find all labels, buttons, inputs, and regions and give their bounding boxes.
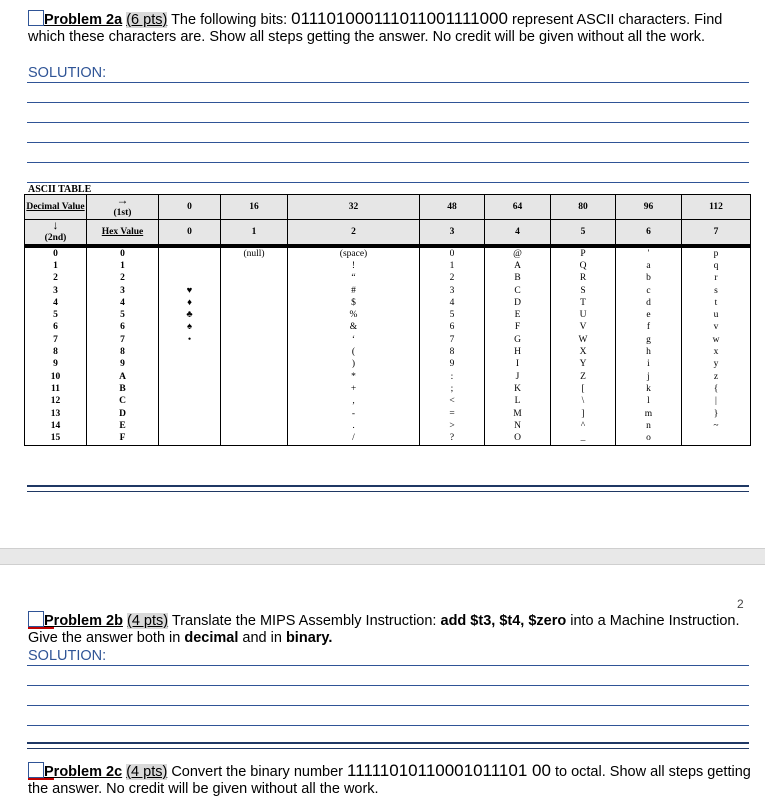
char-cell: + <box>288 383 420 395</box>
decimal-value-header: Decimal Value <box>25 195 87 220</box>
char-cell <box>159 246 221 260</box>
char-cell: 7 <box>420 334 485 346</box>
char-cell: W <box>551 334 616 346</box>
char-cell: U <box>551 309 616 321</box>
dec-col-header: 32 <box>288 195 420 220</box>
char-cell: J <box>485 371 551 383</box>
char-cell: i <box>616 359 682 371</box>
decimal-cell: 1 <box>25 260 87 272</box>
char-cell <box>682 432 751 445</box>
char-cell: { <box>682 383 751 395</box>
char-cell <box>221 371 288 383</box>
char-cell: O <box>485 432 551 445</box>
hex-cell: 1 <box>87 260 159 272</box>
char-cell <box>221 346 288 358</box>
hex-col-header: 2 <box>288 220 420 247</box>
char-cell: \ <box>551 396 616 408</box>
char-cell: e <box>616 309 682 321</box>
char-cell: h <box>616 346 682 358</box>
hex-cell: 8 <box>87 346 159 358</box>
char-cell: w <box>682 334 751 346</box>
char-cell: % <box>288 309 420 321</box>
first-digit-header: → (1st) <box>87 195 159 220</box>
char-cell: $ <box>288 297 420 309</box>
char-cell: 1 <box>420 260 485 272</box>
answer-line <box>27 725 749 726</box>
decimal-cell: 13 <box>25 408 87 420</box>
char-cell: d <box>616 297 682 309</box>
hex-cell: B <box>87 383 159 395</box>
char-cell: u <box>682 309 751 321</box>
char-cell: - <box>288 408 420 420</box>
char-cell: ♠ <box>159 322 221 334</box>
char-cell: n <box>616 420 682 432</box>
char-cell: P <box>551 246 616 260</box>
char-cell: 2 <box>420 273 485 285</box>
problem-2c-text-before: Convert the binary number <box>167 764 348 780</box>
char-cell: _ <box>551 432 616 445</box>
char-cell: < <box>420 396 485 408</box>
char-cell: f <box>616 322 682 334</box>
char-cell <box>221 334 288 346</box>
hex-col-header: 3 <box>420 220 485 247</box>
char-cell: ] <box>551 408 616 420</box>
char-cell: v <box>682 322 751 334</box>
dec-col-header: 48 <box>420 195 485 220</box>
char-cell: ? <box>420 432 485 445</box>
char-cell: N <box>485 420 551 432</box>
char-cell: q <box>682 260 751 272</box>
char-cell: a <box>616 260 682 272</box>
ascii-row <box>25 383 751 395</box>
char-cell <box>221 408 288 420</box>
decimal-cell: 6 <box>25 322 87 334</box>
problem-checkbox[interactable] <box>28 611 44 627</box>
char-cell: s <box>682 285 751 297</box>
decimal-cell: 9 <box>25 359 87 371</box>
char-cell: : <box>420 371 485 383</box>
hex-cell: D <box>87 408 159 420</box>
hex-cell: 3 <box>87 285 159 297</box>
char-cell: g <box>616 334 682 346</box>
ascii-row <box>25 432 751 445</box>
char-cell: • <box>159 334 221 346</box>
hex-col-header: 6 <box>616 220 682 247</box>
decimal-cell: 7 <box>25 334 87 346</box>
char-cell: ' <box>616 246 682 260</box>
char-cell: b <box>616 273 682 285</box>
char-cell <box>159 359 221 371</box>
problem-2c-text-after: to octal. Show all steps getting the answer. No credit will be given without all the work. <box>28 764 751 797</box>
char-cell: H <box>485 346 551 358</box>
char-cell: (space) <box>288 246 420 260</box>
char-cell: D <box>485 297 551 309</box>
hex-cell: C <box>87 396 159 408</box>
problem-2a-solution-label: SOLUTION: <box>28 65 107 81</box>
char-cell: } <box>682 408 751 420</box>
problem-2c-number: 11111010110001011101 00 <box>347 761 551 780</box>
char-cell <box>221 297 288 309</box>
problem-2b-title: Problem 2b <box>44 613 123 629</box>
dec-col-header: 64 <box>485 195 551 220</box>
hex-cell: 2 <box>87 273 159 285</box>
char-cell: t <box>682 297 751 309</box>
char-cell <box>221 260 288 272</box>
char-cell: * <box>288 371 420 383</box>
ascii-row <box>25 260 751 272</box>
problem-2c-statement <box>28 762 753 798</box>
problem-2b-and: and in <box>238 630 286 646</box>
answer-line <box>27 142 749 143</box>
char-cell: X <box>551 346 616 358</box>
char-cell <box>159 346 221 358</box>
char-cell <box>159 432 221 445</box>
char-cell: T <box>551 297 616 309</box>
char-cell <box>221 383 288 395</box>
answer-line <box>27 82 749 83</box>
char-cell: [ <box>551 383 616 395</box>
ascii-row <box>25 309 751 321</box>
char-cell: 8 <box>420 346 485 358</box>
char-cell: V <box>551 322 616 334</box>
char-cell: ^ <box>551 420 616 432</box>
ascii-row <box>25 322 751 334</box>
char-cell: # <box>288 285 420 297</box>
decimal-cell: 14 <box>25 420 87 432</box>
decimal-cell: 11 <box>25 383 87 395</box>
problem-2b-statement <box>28 611 753 647</box>
hex-cell: 9 <box>87 359 159 371</box>
char-cell <box>159 396 221 408</box>
dec-col-header: 112 <box>682 195 751 220</box>
char-cell: (null) <box>221 246 288 260</box>
char-cell: p <box>682 246 751 260</box>
char-cell: | <box>682 396 751 408</box>
char-cell: ) <box>288 359 420 371</box>
answer-line <box>27 102 749 103</box>
char-cell: G <box>485 334 551 346</box>
char-cell: L <box>485 396 551 408</box>
char-cell: ♥ <box>159 285 221 297</box>
char-cell: , <box>288 396 420 408</box>
char-cell: K <box>485 383 551 395</box>
char-cell: ‘ <box>288 334 420 346</box>
char-cell: B <box>485 273 551 285</box>
char-cell: Y <box>551 359 616 371</box>
char-cell: @ <box>485 246 551 260</box>
decimal-cell: 12 <box>25 396 87 408</box>
char-cell: “ <box>288 273 420 285</box>
char-cell: ( <box>288 346 420 358</box>
hex-col-header: 0 <box>159 220 221 247</box>
problem-2b-solution-label: SOLUTION: <box>28 648 107 664</box>
ascii-row <box>25 371 751 383</box>
char-cell <box>221 273 288 285</box>
char-cell: r <box>682 273 751 285</box>
problem-2a-text-after: represent ASCII characters. Find which these characters are. Show all steps getting the answer. No credit will be given without all the work. <box>28 12 723 45</box>
char-cell: z <box>682 371 751 383</box>
arrow-down-icon: ↓ <box>52 219 59 232</box>
char-cell: 3 <box>420 285 485 297</box>
dec-col-header: 0 <box>159 195 221 220</box>
problem-2c-title: Problem 2c <box>44 764 123 780</box>
ascii-row <box>25 334 751 346</box>
decimal-cell: 15 <box>25 432 87 445</box>
ascii-row <box>25 346 751 358</box>
problem-2a-title: Problem 2a <box>44 12 123 28</box>
char-cell <box>221 322 288 334</box>
char-cell <box>221 432 288 445</box>
char-cell <box>159 273 221 285</box>
char-cell <box>221 359 288 371</box>
char-cell: . <box>288 420 420 432</box>
char-cell: F <box>485 322 551 334</box>
answer-line <box>27 665 749 666</box>
problem-2b-text-before: Translate the MIPS Assembly Instruction: <box>168 613 441 629</box>
char-cell: 9 <box>420 359 485 371</box>
answer-line <box>27 182 749 183</box>
char-cell: ; <box>420 383 485 395</box>
decimal-cell: 3 <box>25 285 87 297</box>
char-cell: 6 <box>420 322 485 334</box>
char-cell: 0 <box>420 246 485 260</box>
hex-cell: 7 <box>87 334 159 346</box>
dec-col-header: 80 <box>551 195 616 220</box>
decimal-cell: 8 <box>25 346 87 358</box>
char-cell: o <box>616 432 682 445</box>
ascii-row <box>25 359 751 371</box>
char-cell: M <box>485 408 551 420</box>
char-cell: ♣ <box>159 309 221 321</box>
ascii-header-row-2 <box>25 220 751 247</box>
char-cell: / <box>288 432 420 445</box>
char-cell: ♦ <box>159 297 221 309</box>
char-cell <box>159 371 221 383</box>
char-cell: A <box>485 260 551 272</box>
hex-value-header: Hex Value <box>87 220 159 247</box>
hex-col-header: 4 <box>485 220 551 247</box>
char-cell: R <box>551 273 616 285</box>
ascii-row <box>25 297 751 309</box>
decimal-cell: 2 <box>25 273 87 285</box>
char-cell: k <box>616 383 682 395</box>
hex-col-header: 5 <box>551 220 616 247</box>
second-digit-header: ↓ (2nd) <box>25 220 87 247</box>
char-cell <box>159 260 221 272</box>
ascii-row <box>25 396 751 408</box>
char-cell: m <box>616 408 682 420</box>
decimal-cell: 4 <box>25 297 87 309</box>
char-cell: j <box>616 371 682 383</box>
char-cell: Q <box>551 260 616 272</box>
char-cell <box>159 383 221 395</box>
section-divider <box>27 485 749 492</box>
page-break <box>0 548 765 565</box>
ascii-table-caption: ASCII TABLE <box>28 184 92 195</box>
problem-2b-binary: binary. <box>285 630 333 646</box>
char-cell: c <box>616 285 682 297</box>
decimal-cell: 0 <box>25 246 87 260</box>
section-divider <box>27 742 749 749</box>
problem-checkbox[interactable] <box>28 10 44 26</box>
hex-cell: 4 <box>87 297 159 309</box>
answer-line <box>27 705 749 706</box>
hex-col-header: 1 <box>221 220 288 247</box>
answer-line <box>27 122 749 123</box>
problem-2c-points: (4 pts) <box>126 764 168 780</box>
char-cell <box>221 309 288 321</box>
ascii-row <box>25 408 751 420</box>
ascii-row <box>25 273 751 285</box>
char-cell: I <box>485 359 551 371</box>
hex-cell: A <box>87 371 159 383</box>
problem-2a-bits: 011101000111011001111000 <box>291 9 508 28</box>
dec-col-header: 96 <box>616 195 682 220</box>
char-cell: 5 <box>420 309 485 321</box>
hex-col-header: 7 <box>682 220 751 247</box>
problem-2a-points: (6 pts) <box>126 12 168 28</box>
char-cell: ! <box>288 260 420 272</box>
ascii-row <box>25 285 751 297</box>
hex-cell: 0 <box>87 246 159 260</box>
page-number: 2 <box>737 597 744 611</box>
problem-2a-statement <box>28 10 753 46</box>
hex-cell: 6 <box>87 322 159 334</box>
problem-2b-instruction: add $t3, $t4, $zero <box>440 613 567 629</box>
char-cell <box>221 420 288 432</box>
ascii-table <box>24 194 751 446</box>
char-cell: Z <box>551 371 616 383</box>
char-cell: C <box>485 285 551 297</box>
char-cell: l <box>616 396 682 408</box>
ascii-row <box>25 246 751 260</box>
char-cell: > <box>420 420 485 432</box>
char-cell <box>221 285 288 297</box>
problem-2b-text-mid: into a Machine Instruction. Give the answer both in <box>28 613 740 646</box>
hex-cell: E <box>87 420 159 432</box>
ascii-row <box>25 420 751 432</box>
ascii-header-row-1 <box>25 195 751 220</box>
dec-col-header: 16 <box>221 195 288 220</box>
char-cell <box>221 396 288 408</box>
problem-2b-decimal: decimal <box>184 630 239 646</box>
decimal-cell: 10 <box>25 371 87 383</box>
char-cell <box>159 408 221 420</box>
answer-line <box>27 162 749 163</box>
answer-line <box>27 685 749 686</box>
char-cell: = <box>420 408 485 420</box>
problem-checkbox[interactable] <box>28 762 44 778</box>
char-cell <box>159 420 221 432</box>
char-cell: y <box>682 359 751 371</box>
problem-2a-text-before: The following bits: <box>167 12 292 28</box>
char-cell: E <box>485 309 551 321</box>
hex-cell: F <box>87 432 159 445</box>
char-cell: S <box>551 285 616 297</box>
decimal-cell: 5 <box>25 309 87 321</box>
char-cell: x <box>682 346 751 358</box>
char-cell: ~ <box>682 420 751 432</box>
problem-2b-points: (4 pts) <box>127 613 169 629</box>
hex-cell: 5 <box>87 309 159 321</box>
char-cell: & <box>288 322 420 334</box>
char-cell: 4 <box>420 297 485 309</box>
arrow-right-icon: → <box>116 194 129 207</box>
